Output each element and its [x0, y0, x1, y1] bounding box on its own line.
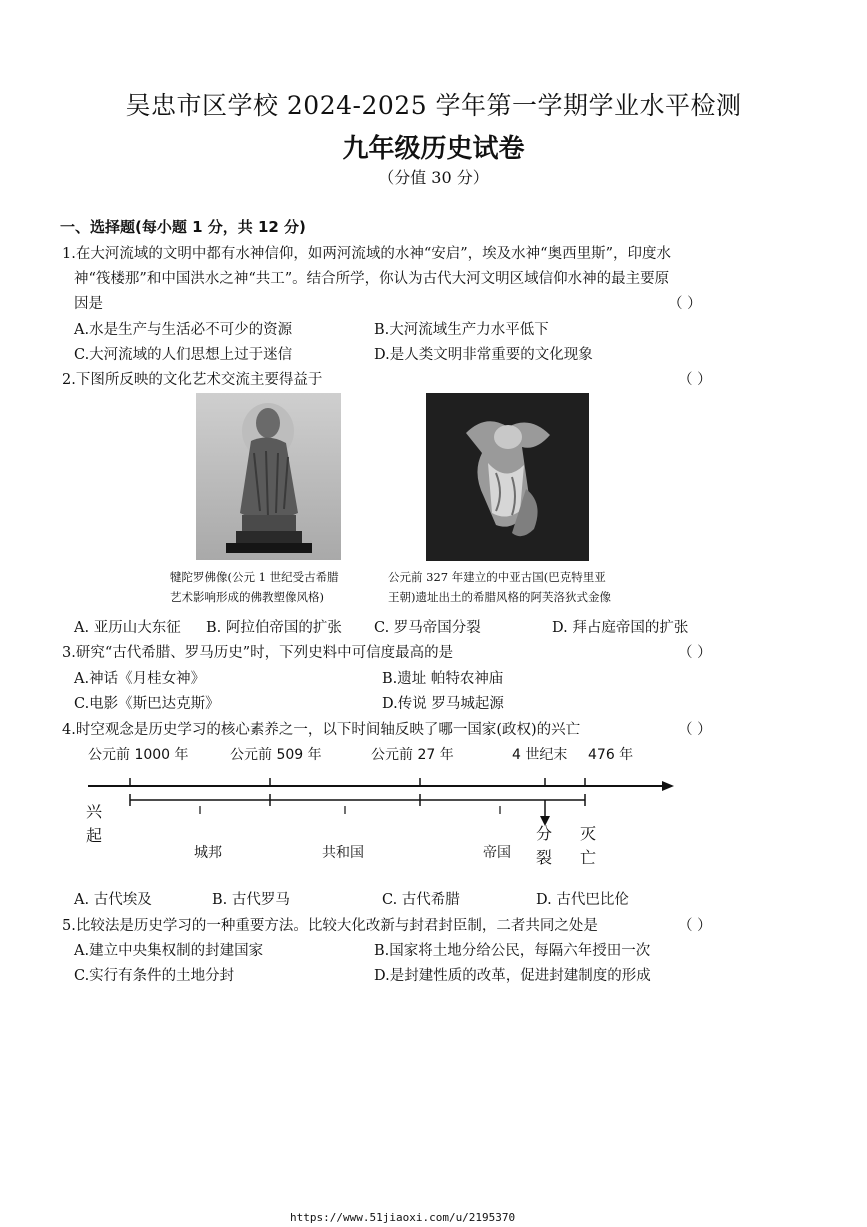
timeline-label-509bc: 公元前 509 年 — [230, 747, 322, 763]
q3-answer-paren: （ ） — [678, 645, 712, 661]
q3-stem: 3.研究“古代希腊、罗马历史”时，下列史料中可信度最高的是 — [62, 645, 454, 661]
q5-option-a: A.建立中央集权制的封建国家 — [74, 943, 264, 959]
timeline-period-empire: 帝国 — [483, 845, 511, 861]
q2-caption-right-1: 公元前 327 年建立的中亚古国(巴克特里亚 — [388, 570, 606, 584]
q1-answer-paren: （ ） — [668, 296, 702, 312]
exam-title-line2: 九年级历史试卷 — [342, 134, 525, 164]
q2-option-b: B. 阿拉伯帝国的扩张 — [206, 620, 342, 636]
q1-option-d: D.是人类文明非常重要的文化现象 — [374, 347, 593, 363]
q3-option-a: A.神话《月桂女神》 — [74, 671, 206, 687]
q3-option-c: C.电影《斯巴达克斯》 — [74, 696, 220, 712]
q1-option-c: C.大河流域的人们思想上过于迷信 — [74, 347, 293, 363]
timeline-period-republic: 共和国 — [322, 845, 364, 861]
q2-caption-left-1: 犍陀罗佛像(公元 1 世纪受古希腊 — [170, 570, 339, 584]
timeline-label-1000bc: 公元前 1000 年 — [88, 747, 189, 763]
q5-answer-paren: （ ） — [678, 918, 712, 934]
timeline-fall-label: 灭亡 — [580, 824, 597, 867]
q2-caption-right-2: 王朝)遗址出土的希腊风格的阿芙洛狄式金像 — [388, 590, 611, 604]
q4-answer-paren: （ ） — [678, 722, 712, 738]
q5-stem: 5.比较法是历史学习的一种重要方法。比较大化改新与封君封臣制，二者共同之处是 — [62, 918, 598, 934]
q4-option-b: B. 古代罗马 — [212, 892, 290, 908]
q2-option-d: D. 拜占庭帝国的扩张 — [552, 620, 689, 636]
q4-stem: 4.时空观念是历史学习的核心素养之一，以下时间轴反映了哪一国家(政权)的兴亡 — [62, 722, 581, 738]
q3-option-d: D.传说 罗马城起源 — [382, 696, 504, 712]
q1-option-a: A.水是生产与生活必不可少的资源 — [74, 322, 293, 338]
q5-option-d: D.是封建性质的改革，促进封建制度的形成 — [374, 968, 651, 984]
q1-line1: 1.在大河流域的文明中都有水神信仰，如两河流域的水神“安启”，埃及水神“奥西里斯”，印度水 — [62, 246, 671, 262]
q3-option-b: B.遗址 帕特农神庙 — [382, 671, 504, 687]
timeline-label-27bc: 公元前 27 年 — [371, 747, 454, 763]
q4-option-d: D. 古代巴比伦 — [536, 892, 629, 908]
section-heading: 一、选择题(每小题 1 分，共 12 分) — [60, 218, 306, 236]
aphrodite-gold-statue-image — [426, 393, 589, 561]
q1-option-b: B.大河流域生产力水平低下 — [374, 322, 549, 338]
q1-line3: 因是 — [74, 296, 103, 312]
exam-score: （分值 30 分） — [378, 168, 489, 187]
q2-caption-left-2: 艺术影响形成的佛教塑像风格) — [170, 590, 324, 604]
timeline-split-label: 分裂 — [536, 824, 553, 867]
timeline-period-city-state: 城邦 — [194, 845, 222, 861]
q4-option-a: A. 古代埃及 — [74, 892, 152, 908]
q2-option-a: A. 亚历山大东征 — [74, 620, 181, 636]
timeline-label-4th-century: 4 世纪末 — [512, 747, 568, 763]
q5-option-b: B.国家将土地分给公民，每隔六年授田一次 — [374, 943, 651, 959]
q1-line2: 神“筏楼那”和中国洪水之神“共工”。结合所学，你认为古代大河文明区域信仰水神的最主要原 — [74, 271, 670, 287]
gandhara-buddha-image — [196, 393, 341, 560]
q2-answer-paren: （ ） — [678, 372, 712, 388]
exam-title-line1: 吴忠市区学校 2024-2025 学年第一学期学业水平检测 — [125, 91, 742, 120]
q5-option-c: C.实行有条件的土地分封 — [74, 968, 235, 984]
q2-option-c: C. 罗马帝国分裂 — [374, 620, 481, 636]
timeline-rise-label: 兴起 — [86, 802, 103, 845]
footer-url: https://www.51jiaoxi.com/u/2195370 — [290, 1211, 516, 1224]
q2-stem: 2.下图所反映的文化艺术交流主要得益于 — [62, 372, 323, 388]
timeline-label-476: 476 年 — [588, 747, 634, 763]
q4-option-c: C. 古代希腊 — [382, 892, 460, 908]
